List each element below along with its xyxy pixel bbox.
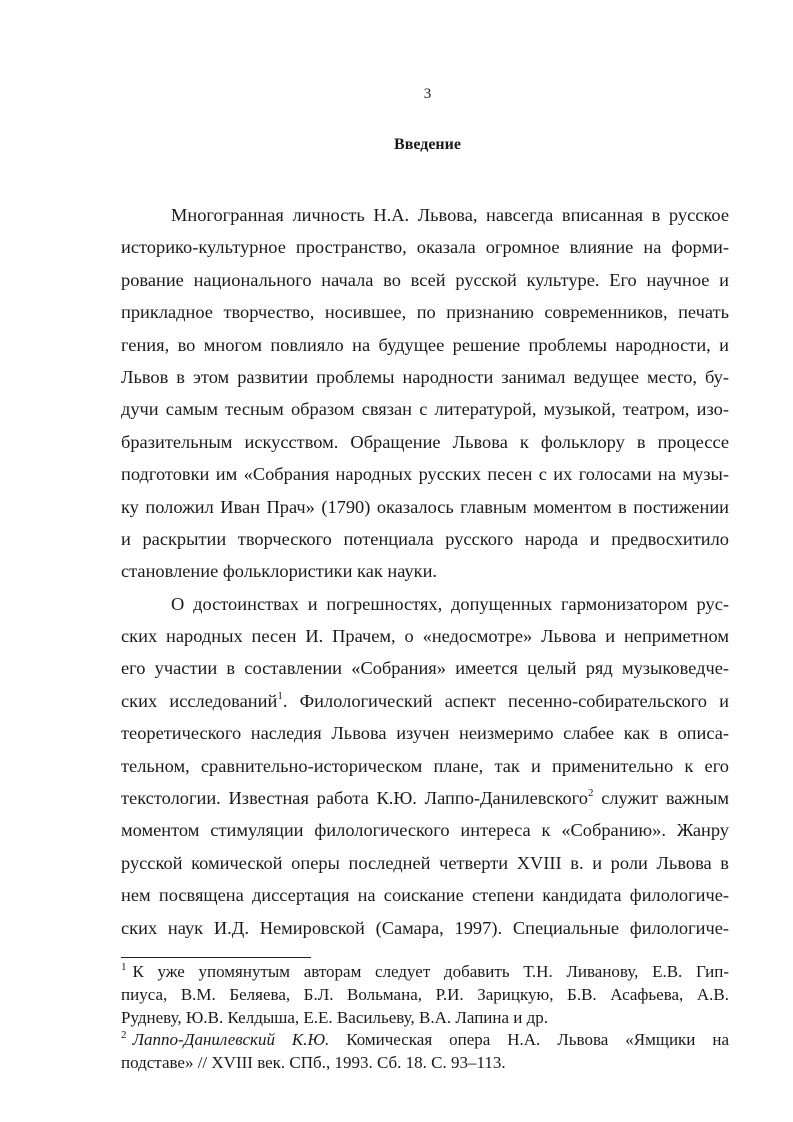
text-line: Львов в этом развитии проблемы народности занимал ведущее место, бу- bbox=[121, 366, 729, 387]
footnote-mark: 1 bbox=[121, 961, 127, 973]
footnote-line: подставе» // XVIII век. СПб., 1993. Сб. 18. С. 93–113. bbox=[121, 1053, 506, 1073]
text-line: тельном, сравнительно-историческом плане, так и применительно к его bbox=[121, 755, 729, 776]
text-fragment: текстологии. Известная работа К.Ю. Лаппо-Данилевского bbox=[121, 788, 588, 809]
footnotes bbox=[121, 961, 729, 1075]
text-line: ских наук И.Д. Немировской (Самара, 1997). Специальные филологиче- bbox=[121, 917, 729, 938]
page-number: 3 bbox=[423, 86, 432, 102]
footnote-ref[interactable]: 2 bbox=[587, 787, 594, 800]
text-line: рование национального начала во всей русской культуре. Его научное и bbox=[121, 269, 729, 290]
text-line: подготовки им «Собрания народных русских песен с их голосами на музы- bbox=[121, 464, 729, 485]
text-line bbox=[121, 782, 729, 814]
footnote-line: Рудневу, Ю.В. Келдыша, Е.Е. Васильеву, В.А. Лапина и др. bbox=[121, 1007, 549, 1027]
text-line: дучи самым тесным образом связан с литературой, музыкой, театром, изо- bbox=[121, 399, 729, 420]
footnote-text: К уже упомянутым авторам следует добавить Т.Н. Ливанову, Е.В. Гип- bbox=[132, 962, 729, 981]
footnote-author: Лаппо-Данилевский К.Ю. bbox=[132, 1030, 330, 1050]
footnote-ref[interactable]: 1 bbox=[277, 689, 283, 702]
text-line: и раскрытии творческого потенциала русского народа и предвосхитило bbox=[121, 528, 729, 549]
text-line: русской комической оперы последней четверти XVIII в. и роли Львова в bbox=[121, 852, 729, 873]
text-line: О достоинствах и погрешностях, допущенных гармонизатором рус- bbox=[171, 593, 729, 614]
text-line: прикладное творчество, носившее, по признанию современников, печать bbox=[121, 302, 729, 323]
text-line: становление фольклористики как науки. bbox=[121, 561, 438, 582]
text-line: гения, во многом повлияло на будущее решение проблемы народности, и bbox=[121, 334, 729, 355]
footnote-text: Комическая опера Н.А. Львова «Ямщики на bbox=[329, 1030, 729, 1050]
footnote-1 bbox=[121, 961, 729, 984]
text-line: его участии в составлении «Собрания» имеется целый ряд музыковедче- bbox=[121, 658, 729, 679]
page-title: Введение bbox=[394, 136, 461, 153]
text-line: теоретического наследия Львова изучен неизмеримо слабее как в описа- bbox=[121, 723, 729, 744]
text-line bbox=[121, 685, 729, 717]
text-line: ку положил Иван Прач» (1790) оказалось главным моментом в постижении bbox=[121, 496, 729, 517]
text-line: ских народных песен И. Прачем, о «недосмотре» Львова и неприметном bbox=[121, 626, 729, 647]
text-line: моментом стимуляции филологического интереса к «Собранию». Жанру bbox=[121, 820, 729, 841]
text-line: бразительным искусством. Обращение Львова к фольклору в процессе bbox=[121, 431, 729, 452]
text-line: историко-культурное пространство, оказала огромное влияние на форми- bbox=[121, 237, 729, 258]
text-line: Многогранная личность Н.А. Львова, навсегда вписанная в русское bbox=[171, 205, 729, 225]
footnote-mark: 2 bbox=[121, 1029, 127, 1042]
text-fragment: служит важным bbox=[593, 788, 729, 809]
footnote-2 bbox=[121, 1029, 729, 1052]
text-line: нем посвящена диссертация на соискание степени кандидата филологиче- bbox=[121, 885, 729, 906]
text-fragment: . Филологический аспект песенно-собирательского и bbox=[282, 690, 729, 711]
footnote-divider bbox=[121, 957, 311, 958]
body-text bbox=[121, 199, 729, 944]
footnote-line: пиуса, В.М. Беляева, Б.Л. Вольмана, Р.И. Зарицкую, Б.В. Асафьева, А.В. bbox=[121, 984, 729, 1004]
text-fragment: ских исследований bbox=[121, 690, 278, 711]
